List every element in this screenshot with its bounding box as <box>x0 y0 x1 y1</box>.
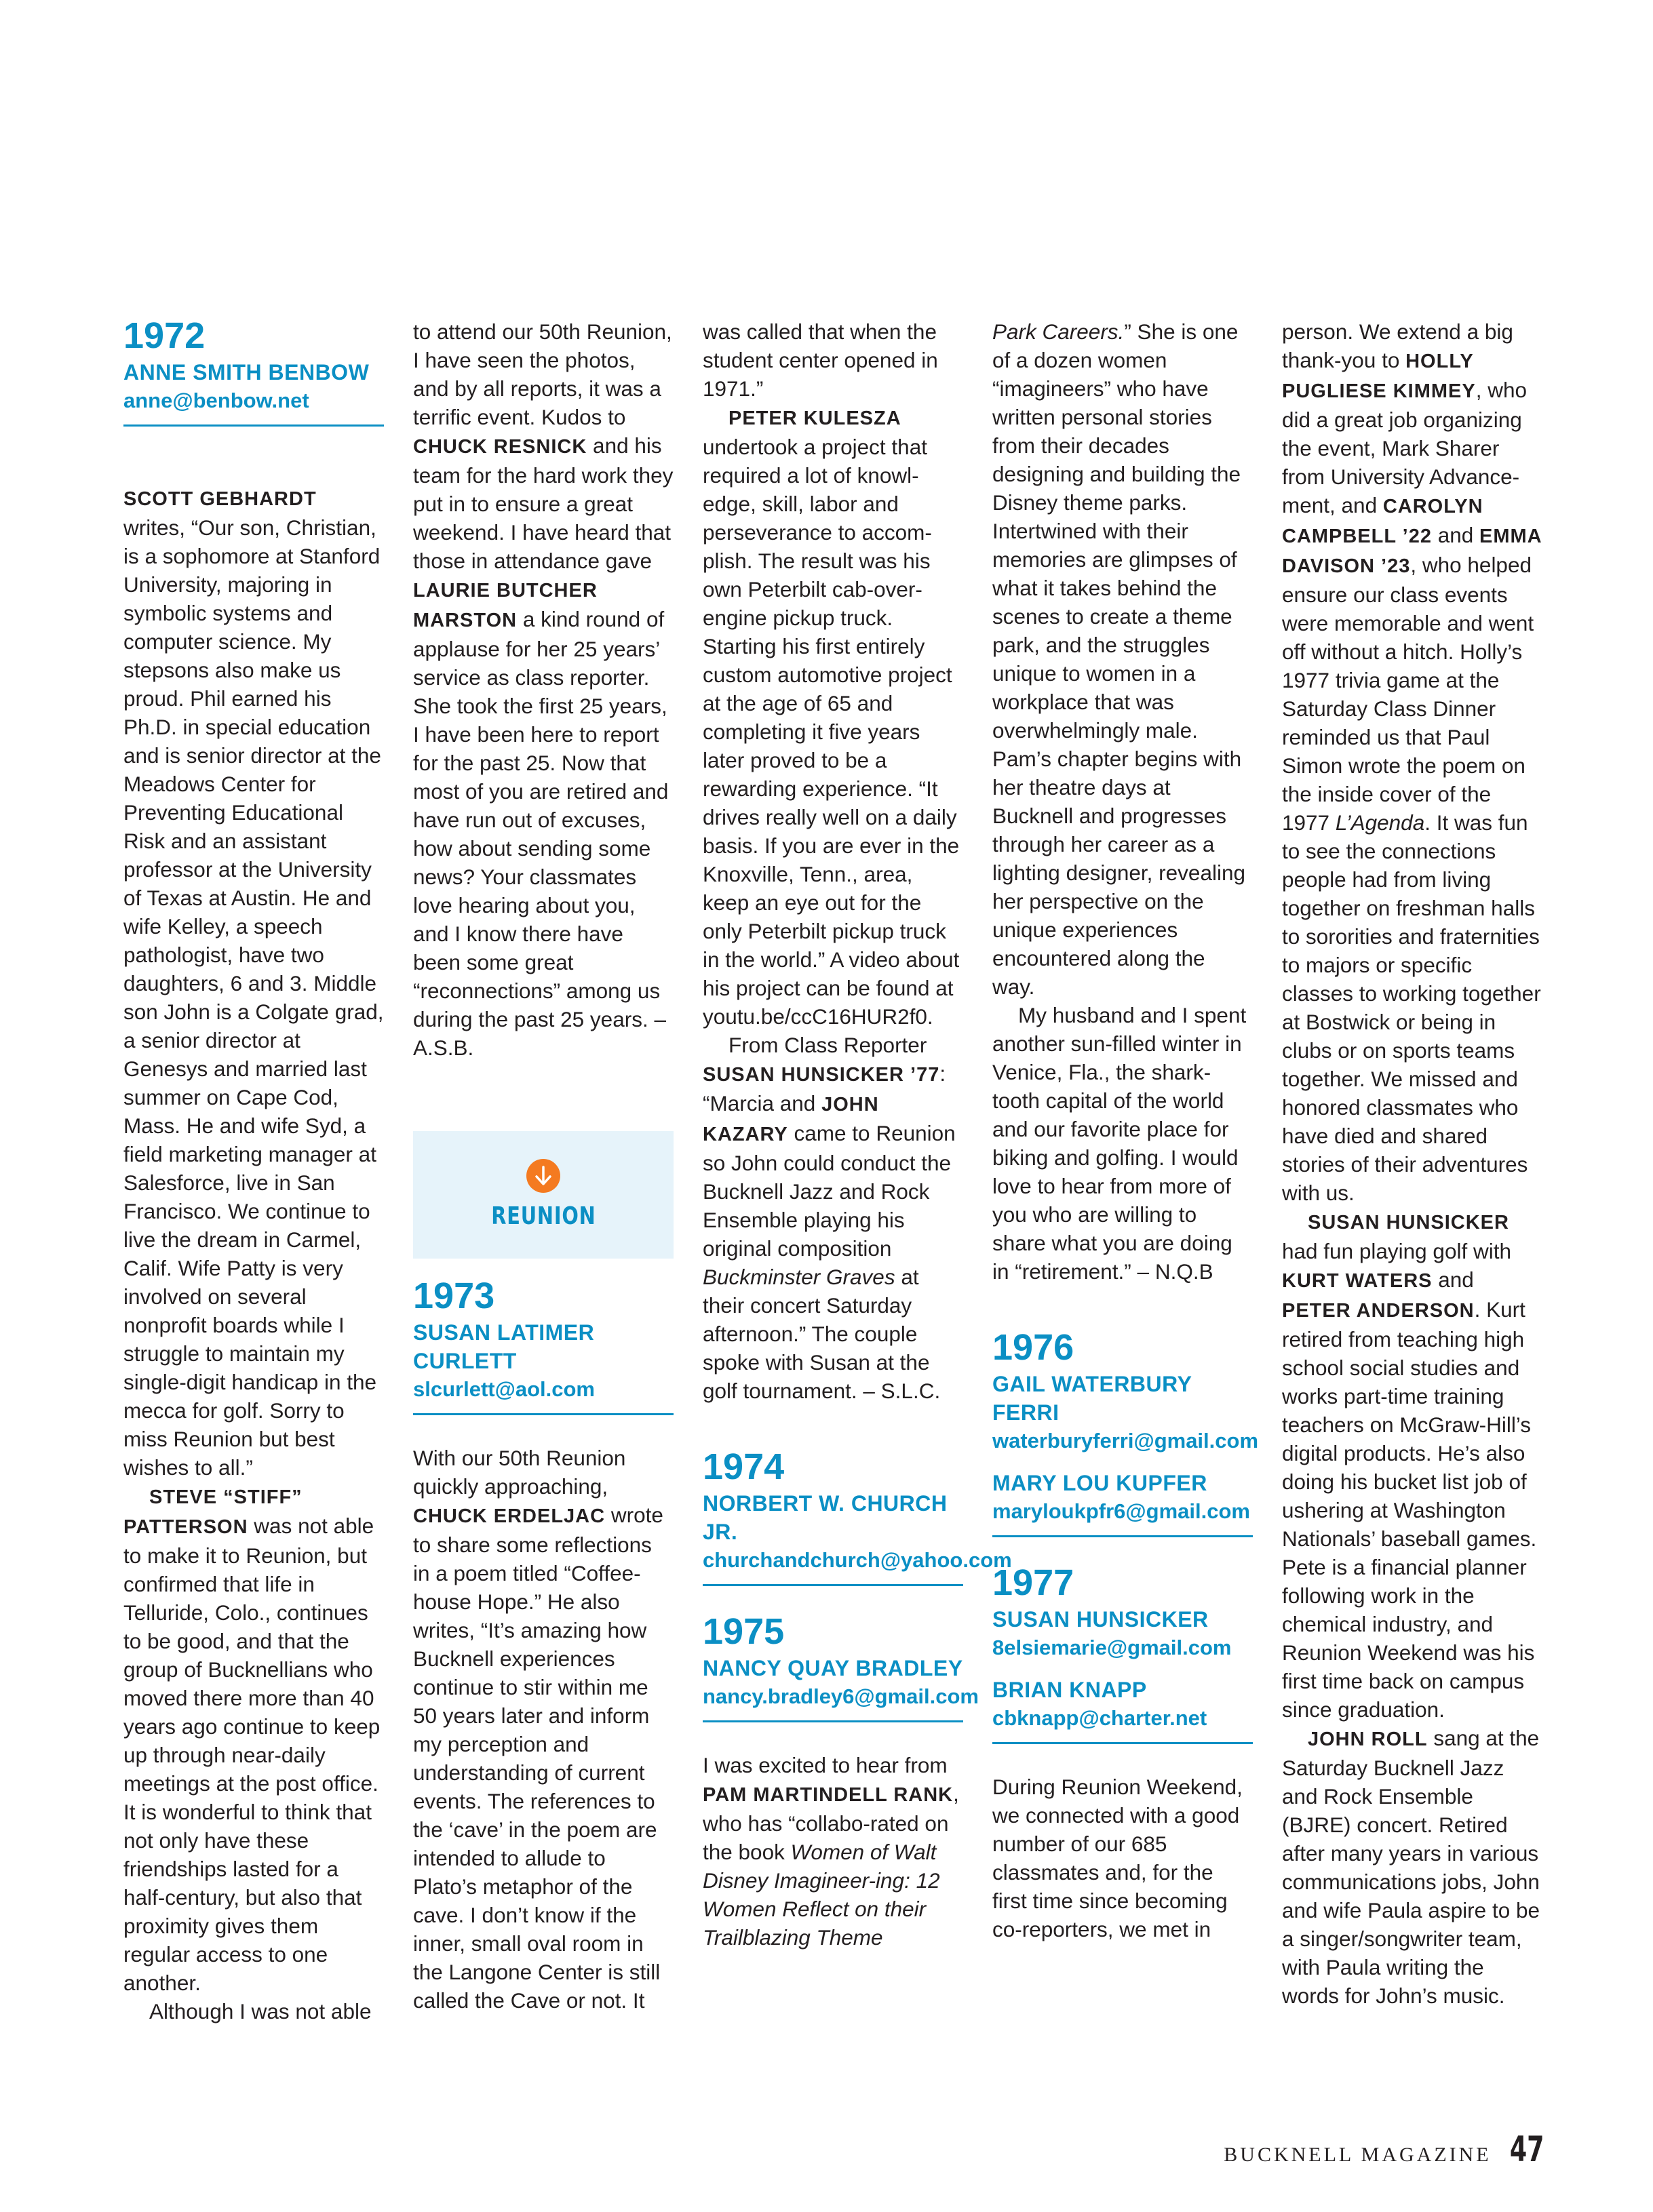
reporter-email-1975[interactable]: nancy.bradley6@gmail.com <box>703 1684 979 1708</box>
paragraph: Park Careers.” She is one of a dozen women “imagineers” who have written personal stories from their decades designing and building the Disney theme parks. Intertwined with their memories are glimpses of what it takes behind the scenes to create a theme park, and the struggles unique to women in a workplace that was overwhelmingly male. Pam’s chapter begins with her theatre days at Bucknell and progresses through her career as a lighting designer, revealing her perspective on the unique experiences encountered along the way. <box>992 319 1246 999</box>
paragraph: JOHN ROLL sang at the Saturday Bucknell Jazz and Rock Ensemble (BJRE) concert. Retired after many years in various communications jobs, John and wife Paula aspire to be a singer/songwriter team, with Paula writing the words for John’s music. <box>1282 1726 1540 2008</box>
paragraph: was called that when the student center opened in 1971.” <box>703 319 938 401</box>
paragraph: SUSAN HUNSICKER had fun playing golf with KURT WATERS and PETER ANDERSON. Kurt retired from teaching high school social studies and works part-time training teachers on McGraw-Hill’s digital products. He’s also doing his bucket list job of ushering at Washington Nationals’ baseball games. Pete is a financial planner following work in the chemical industry, and Reunion Weekend was his first time back on campus since graduation. <box>1282 1212 1537 1722</box>
classmate-name: PAM MARTINDELL RANK <box>703 1784 954 1806</box>
column-1 <box>123 317 384 2026</box>
class-reporter-1975: NANCY QUAY BRADLEY <box>703 1656 963 1680</box>
class-reporter-1972: ANNE SMITH BENBOW <box>123 360 370 384</box>
magazine-name: BUCKNELL MAGAZINE <box>1224 2144 1492 2166</box>
class-reporter-1977: SUSAN HUNSICKER <box>992 1607 1209 1632</box>
column-3 <box>703 317 1012 1952</box>
paragraph: STEVE “STIFF” PATTERSON was not able to make it to Reunion, but confirmed that life in Telluride, Colo., continues to be good, and that the group of Bucknellians who moved there more than 40 years ago continue to keep up through near-daily meetings at the post office. It is wonderful to think that not only have these friendships lasted for a half-century, but also that proximity gives them regular access to one another. <box>123 1486 381 1995</box>
class-year-1973: 1973 <box>413 1276 495 1316</box>
classmate-name: SCOTT GEBHARDT <box>123 488 317 510</box>
paragraph: SCOTT GEBHARDT writes, “Our son, Christian, is a sophomore at Stanford University, majoring in symbolic systems and computer science. My stepsons also make us proud. Phil earned his Ph.D. in special education and is senior director at the Meadows Center for Preventing Educational Risk and an assistant professor at the University of Texas at Austin. He and wife Kelley, a speech pathologist, have two daughters, 6 and 3. Middle son John is a Colgate grad, a senior director at Genesys and married last summer on Cape Cod, Mass. He and wife Syd, a field marketing manager at Salesforce, live in San Francisco. We continue to live the dream in Carmel, Calif. Wife Patty is very involved on several nonprofit boards while I struggle to maintain my single-digit handicap in the mecca for golf. Sorry to miss Reunion but best wishes to all.” <box>123 488 384 1480</box>
reporter-email-1974[interactable]: churchandchurch@yahoo.com <box>703 1548 1012 1572</box>
reporter-email-1977[interactable]: 8elsiemarie@gmail.com <box>992 1636 1232 1659</box>
column-5 <box>1282 317 1542 2010</box>
paragraph: I was excited to hear from PAM MARTINDELL RANK, who has “collabo-rated on the book Women of Walt Disney Imagineer-ing: 12 Women Reflect on their Trailblazing Theme <box>703 1753 959 1950</box>
reporter-email-1976[interactable]: maryloukpfr6@gmail.com <box>992 1499 1250 1523</box>
class-year-1972: 1972 <box>123 315 206 356</box>
class-reporter-1974: NORBERT W. CHURCH JR. <box>703 1491 948 1544</box>
reporter-email-1977[interactable]: cbknapp@charter.net <box>992 1706 1207 1730</box>
paragraph: Although I was not able <box>149 1999 372 2023</box>
down-arrow-icon <box>526 1159 560 1193</box>
class-reporter-1973: SUSAN LATIMER CURLETT <box>413 1320 595 1373</box>
class-reporter-1976: MARY LOU KUPFER <box>992 1471 1207 1495</box>
class-reporter-1976: GAIL WATERBURY FERRI <box>992 1372 1192 1425</box>
reunion-badge <box>413 1131 674 1259</box>
reporter-email-1972[interactable]: anne@benbow.net <box>123 389 309 412</box>
classmate-name: SUSAN HUNSICKER ’77 <box>703 1064 940 1086</box>
paragraph: to attend our 50th Reunion, I have seen the photos, and by all reports, it was a terrific event. Kudos to CHUCK RESNICK and his team for the hard work they put in to ensure a great weekend. I have heard that those in attendance gave LAURIE BUTCHER MARSTON a kind round of applause for her 25 years’ service as class reporter. She took the first 25 years, I have been here to report for the past 25. Now that most of you are retired and have run out of excuses, how about sending some news? Your classmates love hearing about you, and I know there have been some great “reconnections” among us during the past 25 years. – A.S.B. <box>413 319 674 1060</box>
reunion-label: REUNION <box>490 1202 596 1230</box>
paragraph: person. We extend a big thank-you to HOLLY PUGLIESE KIMMEY, who did a great job organizing the event, Mark Sharer from University Advance-ment, and CAROLYN CAMPBELL ’22 and EMMA DAVISON ’23, who helped ensure our class events were memorable and went off without a hitch. Holly’s 1977 trivia game at the Saturday Class Dinner reminded us that Paul Simon wrote the poem on the inside cover of the 1977 L’Agenda. It was fun to see the connections people had from living together on freshman halls to sororities and fraternities to majors or specific classes to working together at Bostwick or being in clubs or on sports teams together. We missed and honored classmates who have died and shared stories of their adventures with us. <box>1282 319 1542 1205</box>
classmate-name: KURT WATERS <box>1282 1270 1433 1292</box>
classmate-name: STEVE “STIFF” PATTERSON <box>123 1486 303 1538</box>
paragraph: My husband and I spent another sun-filled winter in Venice, Fla., the shark-tooth capital of the world and our favorite place for biking and golfing. I would love to hear from more of you who are willing to share what you are doing in “retirement.” – N.Q.B <box>992 1003 1247 1284</box>
paragraph: From Class Reporter SUSAN HUNSICKER ’77: “Marcia and JOHN KAZARY came to Reunion so John could conduct the Bucknell Jazz and Rock Ensemble playing his original composition Buckminster Graves at their concert Saturday afternoon.” The couple spoke with Susan at the golf tournament. – S.L.C. <box>703 1033 956 1403</box>
classmate-name: LAURIE BUTCHER MARSTON <box>413 580 598 631</box>
paragraph: PETER KULESZA undertook a project that required a lot of knowl-edge, skill, labor and perseverance to accom-plish. The result was his own Peterbilt cab-over-engine pickup truck. Starting his first entirely custom automotive project at the age of 65 and completing it five years later proved to be a rewarding experience. “It drives really well on a daily basis. If you are ever in the Knoxville, Tenn., area, keep an eye out for the only Peterbilt pickup truck in the world.” A video about his project can be found at youtu.be/ccC16HUR2f0. <box>703 408 960 1029</box>
column-4 <box>992 317 1259 1943</box>
classmate-name: HOLLY PUGLIESE KIMMEY <box>1282 351 1476 402</box>
class-year-1977: 1977 <box>992 1562 1074 1603</box>
classmate-name: EMMA DAVISON ’23 <box>1282 526 1542 577</box>
classmate-name: PETER KULESZA <box>728 408 901 429</box>
class-year-1975: 1975 <box>703 1611 785 1652</box>
class-reporter-1977: BRIAN KNAPP <box>992 1678 1147 1702</box>
paragraph: During Reunion Weekend, we connected with a good number of our 685 classmates and, for the first time since becoming co-reporters, we met in <box>992 1775 1243 1941</box>
classmate-name: JOHN ROLL <box>1308 1729 1428 1750</box>
page-number: 47 <box>1509 2129 1544 2170</box>
reporter-email-1976[interactable]: waterburyferri@gmail.com <box>992 1429 1259 1453</box>
classmate-name: CHUCK ERDELJAC <box>413 1505 606 1527</box>
class-year-1974: 1974 <box>703 1446 785 1487</box>
page-footer <box>1224 2129 1551 2170</box>
classmate-name: CAROLYN CAMPBELL ’22 <box>1282 496 1483 547</box>
classmate-name: JOHN KAZARY <box>703 1094 879 1145</box>
classmate-name: SUSAN HUNSICKER <box>1308 1212 1509 1233</box>
class-year-1976: 1976 <box>992 1327 1074 1368</box>
classmate-name: CHUCK RESNICK <box>413 436 587 458</box>
reporter-email-1973[interactable]: slcurlett@aol.com <box>413 1377 595 1401</box>
paragraph: With our 50th Reunion quickly approaching, CHUCK ERDELJAC wrote to share some reflections in a poem titled “Coffee-house Hope.” He also writes, “It’s amazing how Bucknell experiences continue to stir within me 50 years later and inform my perception and understanding of current events. The references to the ‘cave’ in the poem are intended to allude to Plato’s metaphor of the cave. I don’t know if the inner, small oval room in the Langone Center is still called the Cave or not. It <box>413 1446 663 2013</box>
column-2 <box>413 317 674 2015</box>
classmate-name: PETER ANDERSON <box>1282 1300 1475 1322</box>
